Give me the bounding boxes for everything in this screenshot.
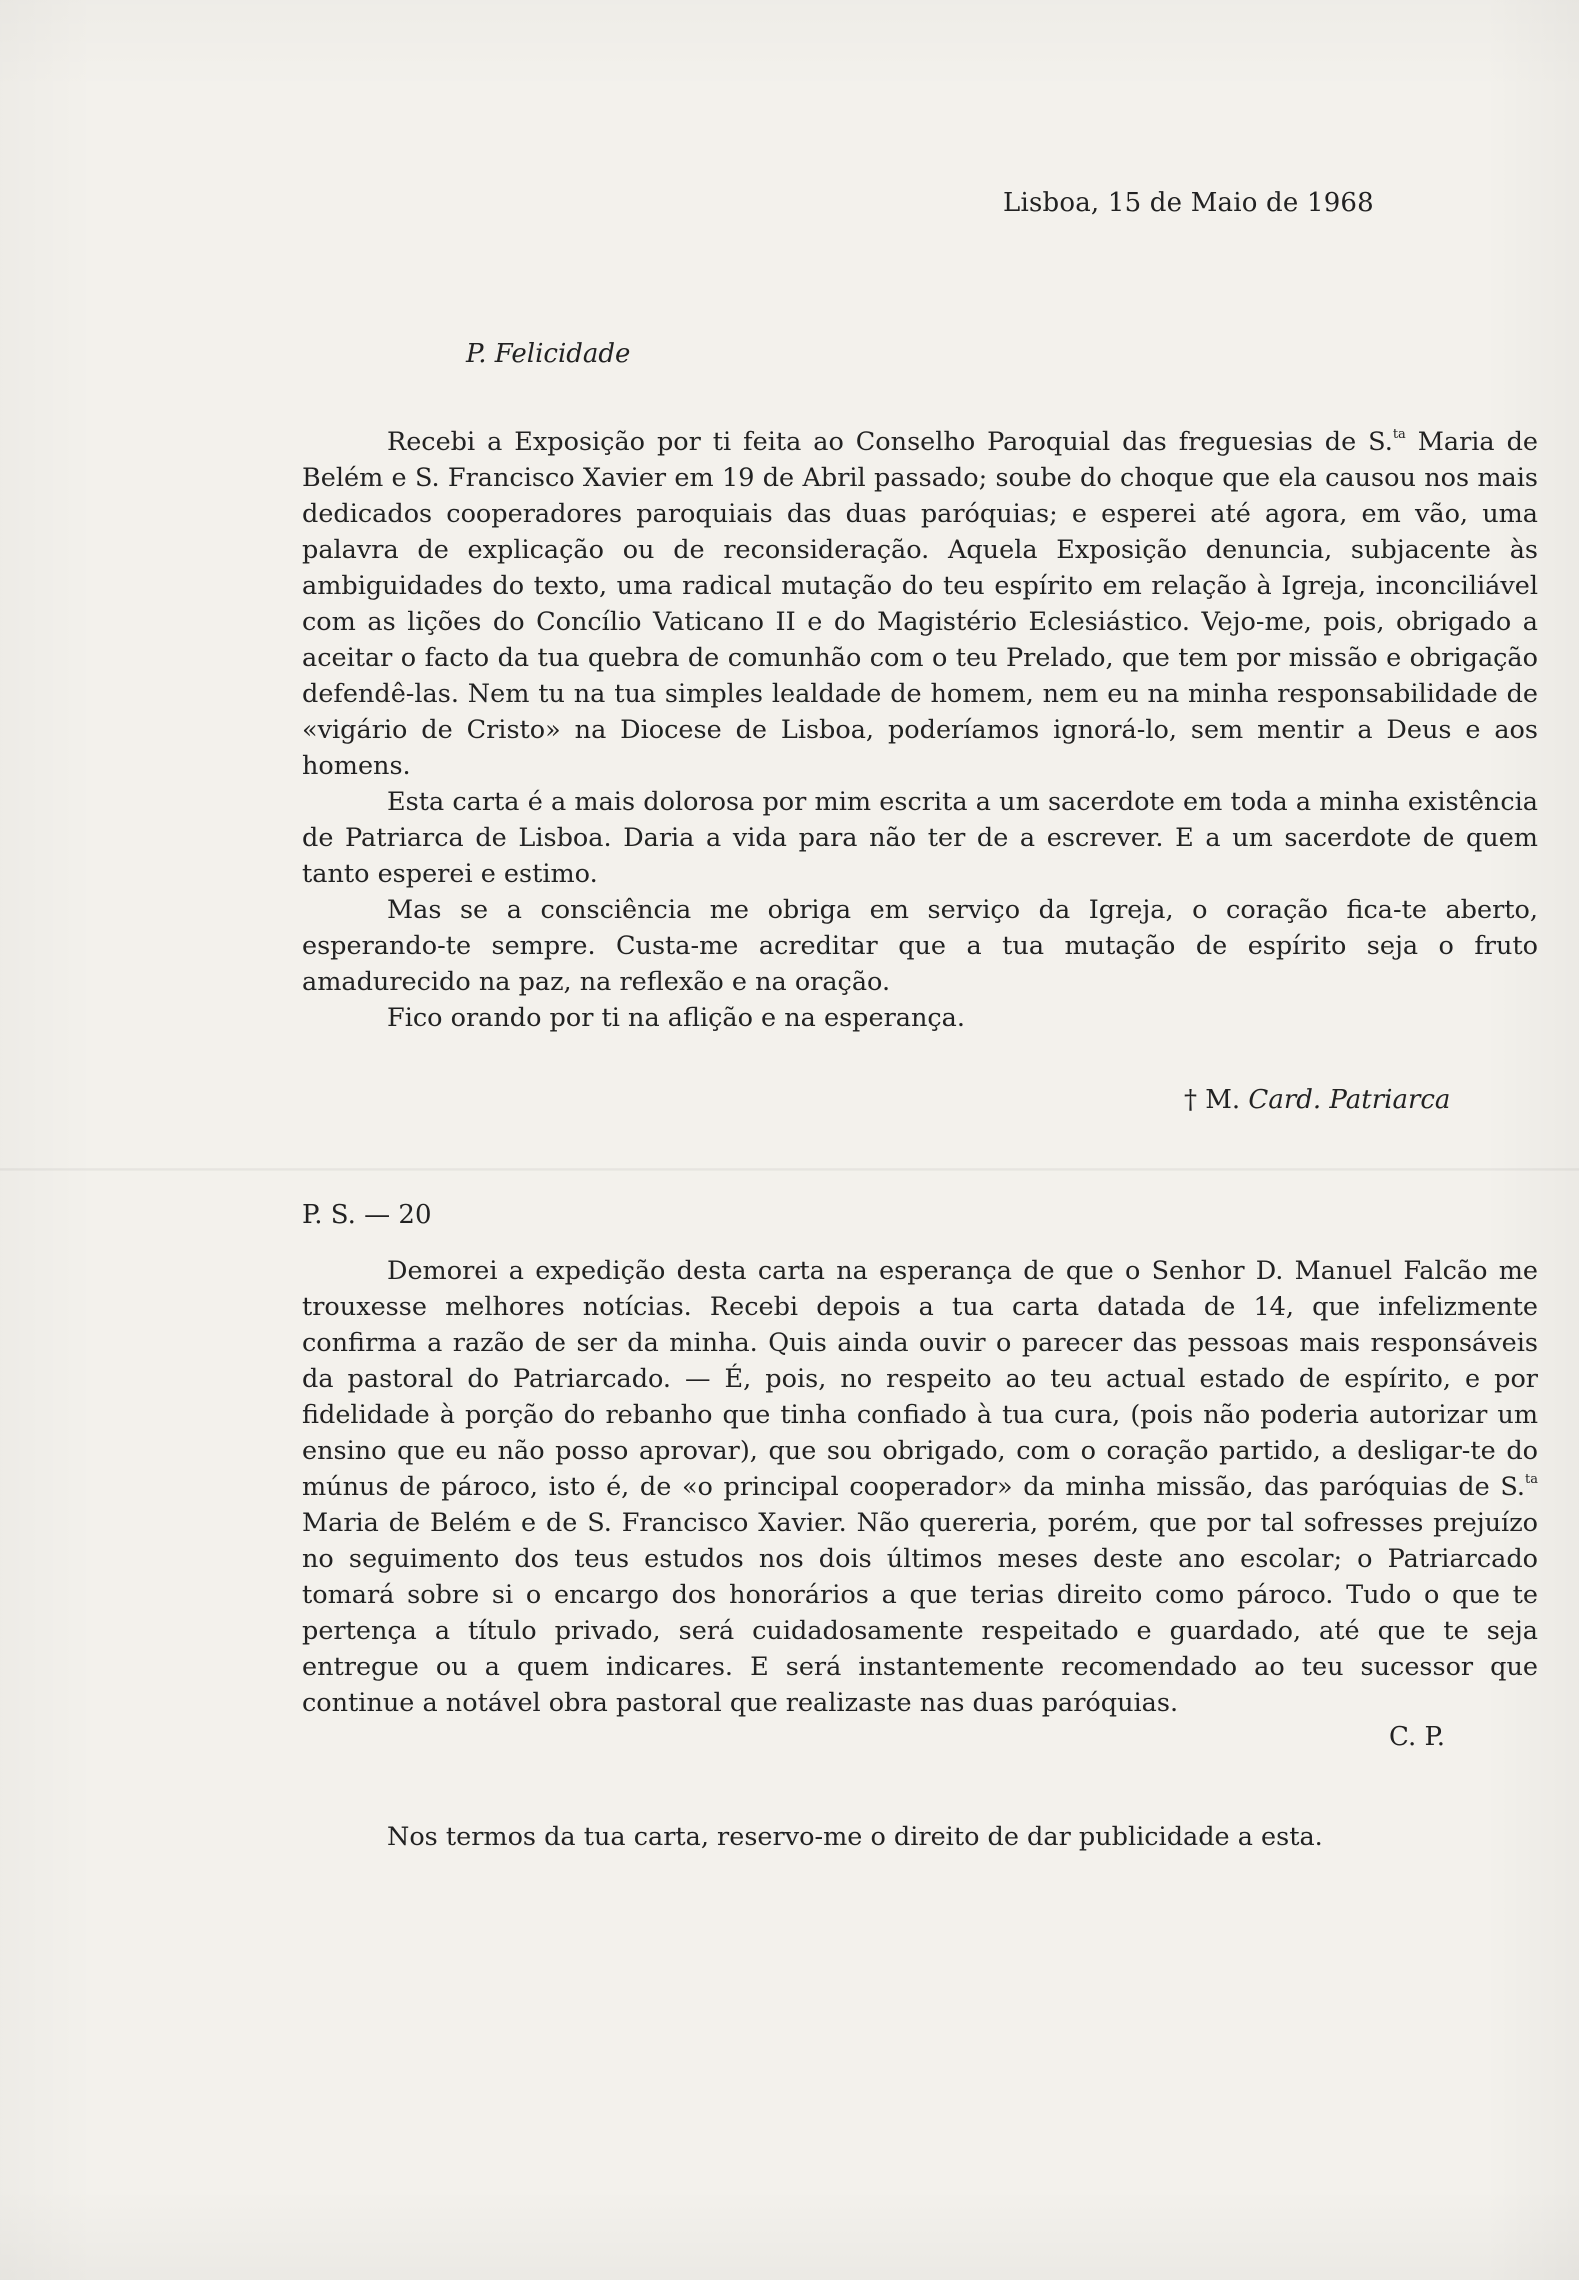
body-paragraph-1 [302,424,1538,784]
signature-initial: M. [1205,1085,1241,1115]
signature-title: Card. Patriarca [1248,1085,1451,1115]
body-paragraph-4: Fico orando por ti na aflição e na esperança. [387,1003,965,1033]
paper-fold-line [0,1168,1579,1171]
signature-cross: † [1184,1085,1197,1115]
body-paragraph-3: Mas se a consciência me obriga em serviço da Igreja, o coração fica-te aberto, esperando-te sempre. Custa-me acreditar que a tua mutação de espírito seja o fruto amadurecido na paz, na reflexão e na oração. [302,895,1538,997]
body-paragraph-2: Esta carta é a mais dolorosa por mim escrita a um sacerdote em toda a minha existência de Patriarca de Lisboa. Daria a vida para não ter de a escrever. E a um sacerdote de quem tanto esperei e estimo. [302,787,1538,889]
postscript-paragraph-part-a: Demorei a expedição desta carta na esperança de que o Senhor D. Manuel Falcão me trouxesse melhores notícias. Recebi depois a tua carta datada de 14, que infelizmente confirma a razão de ser da minha. Quis ainda ouvir o parecer das pessoas mais responsáveis da pastoral do Patriarcado. — É, pois, no respeito ao teu actual estado de espírito, e por fidelidade à porção do rebanho que tinha confiado à tua cura, (pois não poderia autorizar um ensino que eu não posso aprovar), que sou obrigado, com o coração partido, a desligar-te do múnus de pároco, isto é, de «o principal cooperador» da minha missão, das paróquias de S. [302,1256,1538,1502]
letter-salutation: P. Felicidade [466,339,631,369]
postscript-paragraph-part-b: Maria de Belém e de S. Francisco Xavier. Não quereria, porém, que por tal sofresses prejuízo no seguimento dos teus estudos nos dois últimos meses deste ano escolar; o Patriarcado tomará sobre si o encargo dos honorários a que terias direito como pároco. Tudo o que te pertença a título privado, será cuidadosamente respeitado e guardado, até que te seja entregue ou a quem indicares. E será instantemente recomendado ao teu sucessor que continue a notável obra pastoral que realizaste nas duas paróquias. [302,1508,1538,1718]
postscript-body [302,1253,1538,1721]
abbreviation-superscript: ta [1392,427,1406,442]
letter-date: Lisboa, 15 de Maio de 1968 [1003,188,1374,218]
body-paragraph-1-part-a: Recebi a Exposição por ti feita ao Conselho Paroquial das freguesias de S. [387,427,1393,457]
body-paragraph-1-part-b: Maria de Belém e S. Francisco Xavier em 19 de Abril passado; soube do choque que ela causou nos mais dedicados cooperadores paroquiais das duas paróquias; e esperei até agora, em vão, uma palavra de explicação ou de reconsideração. Aquela Exposição denuncia, subjacente às ambiguidades do texto, uma radical mutação do teu espírito em relação à Igreja, inconciliável com as lições do Concílio Vaticano II e do Magistério Eclesiástico. Vejo-me, pois, obrigado a aceitar o facto da tua quebra de comunhão com o teu Prelado, que tem por missão e obrigação defendê-las. Nem tu na tua simples lealdade de homem, nem eu na minha responsabilidade de «vigário de Cristo» na Diocese de Lisboa, poderíamos ignorá-lo, sem mentir a Deus e aos homens. [302,427,1538,781]
postscript-label: P. S. — 20 [302,1200,432,1230]
letter-body [302,424,1538,1036]
postscript-paragraph [302,1253,1538,1721]
signature [1184,1085,1450,1115]
publication-note: Nos termos da tua carta, reservo-me o direito de dar publicidade a esta. [387,1822,1323,1852]
abbreviation-superscript-ps: ta [1525,1472,1538,1487]
postscript-initials: C. P. [1389,1722,1445,1752]
